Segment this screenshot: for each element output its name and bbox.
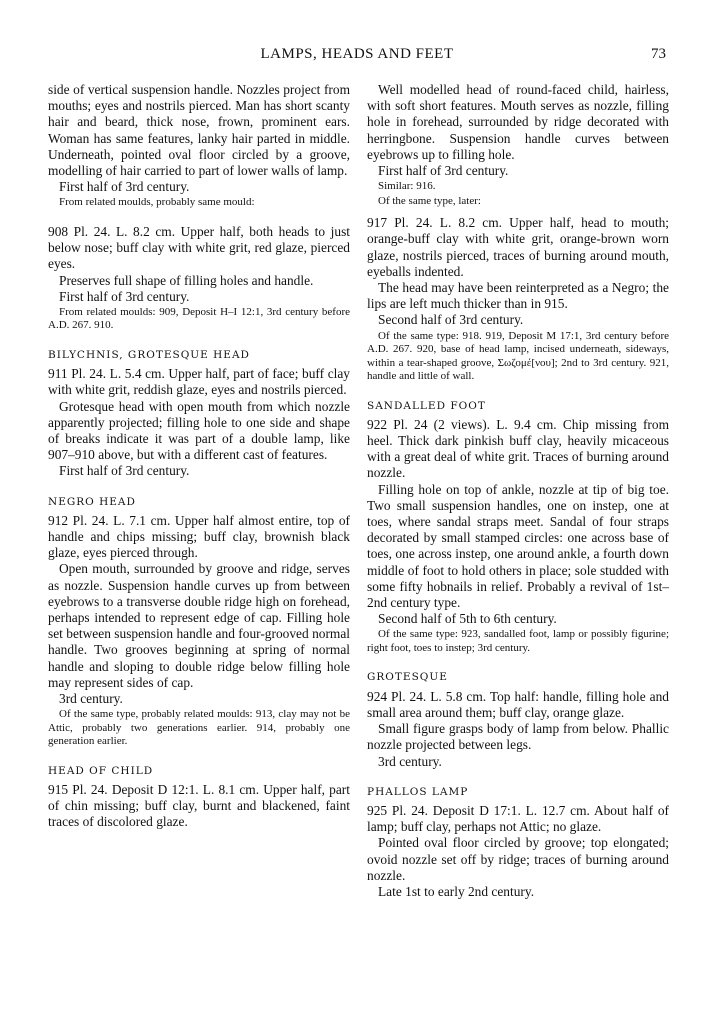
date-line: First half of 3rd century. <box>59 463 190 479</box>
catalogue-entry-912: 912 Pl. 24. L. 7.1 cm. Upper half almost entire, top of handle and chips missing; buff clay, brownish black glaze, eyes pierced through. <box>48 512 350 561</box>
paragraph: Open mouth, surrounded by groove and ridge, serves as nozzle. Suspension handle curves up from between eyebrows to a transverse double ridge high on forehead, perhaps intended to represent edge of cap. Filling hole set between suspension handle and four-grooved normal handle. Two grooves beginning at spring of normal handle and sloping to double ridge below filling hole may represent sides of cap. <box>48 561 350 690</box>
date-line: First half of 3rd century. <box>59 179 190 195</box>
page-header <box>48 46 666 66</box>
note: Of the same type, probably related moulds: 913, clay may not be Attic, probably two generations earlier. 914, probably one generation earlier. <box>48 708 350 748</box>
paragraph: Small figure grasps body of lamp from below. Phallic nozzle projected between legs. <box>367 721 669 753</box>
right-column <box>367 82 669 900</box>
date-line: First half of 3rd century. <box>378 163 509 179</box>
catalogue-entry-922: 922 Pl. 24 (2 views). L. 9.4 cm. Chip missing from heel. Thick dark pinkish buff clay, heavily micaceous with a great deal of white grit. Traces of burning around nozzle. <box>367 416 669 481</box>
date-line: 3rd century. <box>59 691 123 706</box>
page-number: 73 <box>651 46 666 62</box>
note: Of the same type: 918. 919, Deposit M 17:1, 3rd century before A.D. 267. 920, base of head lamp, incised underneath, sideways, within a tear-shaped groove, Σωζομέ[νου]; 2nd to 3rd century. 921, handle and little of wall. <box>367 329 669 383</box>
left-column <box>48 82 350 831</box>
running-head: LAMPS, HEADS AND FEET <box>260 46 454 62</box>
note: Similar: 916. <box>378 180 436 193</box>
section-heading: PHALLOS LAMP <box>367 785 469 798</box>
catalogue-entry-908: 908 Pl. 24. L. 8.2 cm. Upper half, both heads to just below nose; buff clay with white grit, red glaze, pierced eyes. <box>48 223 350 272</box>
paragraph: Grotesque head with open mouth from which nozzle apparently projected; filling hole to one side and shape of breaks indicate it was part of a double lamp, like 907–910 above, but with a different cast of features. <box>48 398 350 463</box>
catalogue-entry-924: 924 Pl. 24. L. 5.8 cm. Top half: handle, filling hole and small area around them; buff clay, orange glaze. <box>367 688 669 720</box>
paragraph: Well modelled head of round-faced child, hairless, with soft short features. Mouth serves as nozzle, filling hole in forehead, surrounded by ridge decorated with herringbone. Suspension handle curves between eyebrows up to filling hole. <box>367 82 669 162</box>
section-heading: HEAD OF CHILD <box>48 764 154 777</box>
paragraph: side of vertical suspension handle. Nozzles project from mouths; eyes and nostrils pierced. Man has short scanty hair and beard, thick nose, frown, prominent ears. Woman has same features, lanky hair parted in middle. Underneath, pointed oval floor circled by a groove, modelling of hair carried to part of lower walls of lamp. <box>48 82 350 179</box>
date-line: 3rd century. <box>378 753 442 769</box>
section-heading: BILYCHNIS, GROTESQUE HEAD <box>48 348 250 361</box>
section-heading: GROTESQUE <box>367 671 448 684</box>
date-line: First half of 3rd century. <box>59 288 190 304</box>
section-heading: SANDALLED FOOT <box>367 399 486 412</box>
date-line: Second half of 3rd century. <box>378 312 524 328</box>
note: Of the same type, later: <box>378 194 481 207</box>
paragraph: Preserves full shape of filling holes and handle. <box>59 272 314 288</box>
date-line: Second half of 5th to 6th century. <box>378 611 557 627</box>
section-heading: NEGRO HEAD <box>48 495 136 508</box>
paragraph: The head may have been reinterpreted as a Negro; the lips are left much thicker than in 915. <box>367 280 669 312</box>
catalogue-entry-925: 925 Pl. 24. Deposit D 17:1. L. 12.7 cm. About half of lamp; buff clay, perhaps not Attic; no glaze. <box>367 802 669 835</box>
catalogue-entry-917: 917 Pl. 24. L. 8.2 cm. Upper half, head to mouth; orange-buff clay with white grit, orange-brown worn glaze, nostrils pierced, traces of burning around mouth, eyeballs indented. <box>367 215 669 279</box>
note: Of the same type: 923, sandalled foot, lamp or possibly figurine; right foot, toes to instep; 3rd century. <box>367 628 669 654</box>
catalogue-entry-915: 915 Pl. 24. Deposit D 12:1. L. 8.1 cm. Upper half, part of chin missing; buff clay, burnt and blackened, faint traces of discolored glaze. <box>48 781 350 830</box>
note: From related moulds, probably same mould: <box>59 196 255 209</box>
note: From related moulds: 909, Deposit H–I 12:1, 3rd century before A.D. 267. 910. <box>48 305 350 332</box>
catalogue-entry-911: 911 Pl. 24. L. 5.4 cm. Upper half, part of face; buff clay with white grit, reddish glaze, eyes and nostrils pierced. <box>48 366 350 398</box>
paragraph: Filling hole on top of ankle, nozzle at tip of big toe. Two small suspension handles, one on instep, one at toes, where sandal straps meet. Sandal of four straps decorated by small stamped circles: one across base of toes, one across instep, one around ankle, a fourth down middle of foot to hold others in place; sole studded with some fifty hobnails in relief. Probably a revival of 1st–2nd century type. <box>367 481 669 611</box>
paragraph: Pointed oval floor circled by groove; top elongated; ovoid nozzle set off by ridge; traces of burning around nozzle. <box>367 835 669 883</box>
date-line: Late 1st to early 2nd century. <box>378 883 535 899</box>
